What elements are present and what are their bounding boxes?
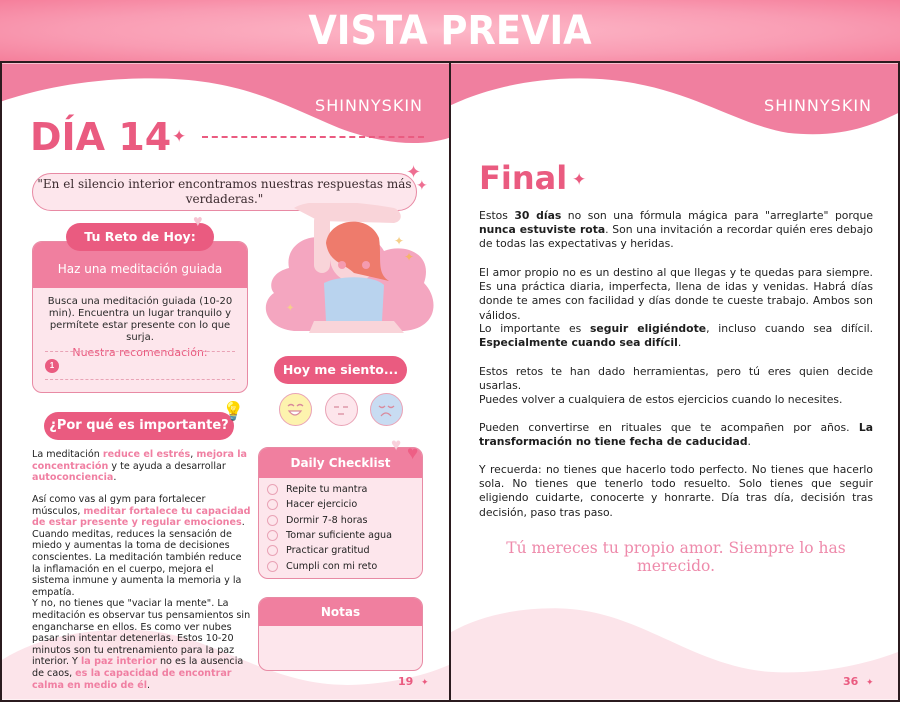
paragraph-4: Estos retos te han dado herramientas, pero tú eres quien decide usarlas. [479,365,873,393]
checklist-item[interactable]: Dormir 7-8 horas [259,513,422,528]
svg-text:✦: ✦ [404,250,415,264]
banner-title: VISTA PREVIA [308,7,592,54]
recommendation-number: 1 [45,359,59,373]
day-title: DÍA 14 [30,115,172,159]
challenge-heading: Haz una meditación guiada [33,242,247,288]
svg-text:✦: ✦ [394,234,405,248]
mood-pill: Hoy me siento... [274,356,407,384]
checklist-item[interactable]: Practicar gratitud [259,543,422,558]
lightbulb-icon: 💡 [222,401,245,421]
sparkle-icon: ✦ [406,162,422,182]
footer-wave [451,590,898,700]
svg-text:✦: ✦ [286,303,295,314]
challenge-description: Busca una meditación guiada (10-20 min). Encuentra un lugar tranquilo y permítete estar presente con lo que surja. [47,296,233,343]
dashed-divider [202,136,424,138]
sparkle-icon: ✦ [572,170,587,189]
daily-checklist [258,447,423,579]
heart-icon: ♥ [193,213,203,230]
checklist-title: Daily Checklist [259,448,422,478]
checkbox[interactable] [267,515,278,526]
checkbox[interactable] [267,561,278,572]
meditating-woman-illustration [254,203,444,343]
checklist-item[interactable]: Tomar suficiente agua [259,528,422,543]
paragraph-1: Estos 30 días no son una fórmula mágica para "arreglarte" porque nunca estuviste rota. Son una invitación a recordar quién eres debajo de todas las expectativas y heridas. [479,209,874,251]
page-title: Final [479,159,568,197]
sad-face-icon[interactable] [370,393,403,426]
brand-name: SHINNYSKIN [764,96,872,115]
paragraph-3: Lo importante es seguir eligiéndote, incluso cuando sea difícil. Especialmente cuando sea difícil. [479,322,873,350]
notes-title: Notas [259,598,422,626]
brand-name: SHINNYSKIN [315,96,423,115]
why-paragraph-1: La meditación reduce el estrés, mejora la concentración y te ayuda a desarrollar autoconciencia. [32,449,248,484]
paragraph-6: Pueden convertirse en rituales que te acompañen por años. La transformación no tiene fecha de caducidad. [479,421,873,449]
page-number: 36 ✦ [843,675,874,688]
checkbox[interactable] [267,499,278,510]
page-day-14 [0,61,451,702]
dashed-line [45,351,235,352]
checklist-item[interactable]: Hacer ejercicio [259,497,422,512]
challenge-pill: Tu Reto de Hoy: [66,223,214,251]
heart-icon: ♥ [407,443,419,464]
paragraph-7: Y recuerda: no tienes que hacerlo todo perfecto. No tienes que hacerlo sola. No tienes que tenerlo todo resuelto. Solo tienes que seguir eligiendo cuidarte, conocerte y honrarte. Día tras día, decisión tras decisión, paso tras paso. [479,463,873,519]
recommendation-label: Nuestra recomendación: [72,346,208,359]
happy-face-icon[interactable] [279,393,312,426]
page-number: 19 ✦ [398,675,429,688]
notes-card[interactable] [258,597,423,671]
checkbox[interactable] [267,484,278,495]
neutral-face-icon[interactable] [325,393,358,426]
checkbox[interactable] [267,545,278,556]
why-paragraph-2: Así como vas al gym para fortalecer músculos, meditar fortalece tu capacidad de estar presente y regular emociones. Cuando meditas, reduces la sensación de miedo y aumentas la toma de decisiones conscientes. La meditación también reduce la inflamación en el cuerpo, mejora el sistema inmune y aumenta la memoria y la empatía. Y no, no tienes que "vaciar la mente". La meditación es observar tus pensamientos sin engancharse en ellos. Es como ver nubes pasar sin intentar detenerlas. Estos 10-20 minutos son tu entrenamiento para la paz interior. Y la paz interior no es la ausencia de caos, es la capacidad de encontrar calma en medio de él. [32,494,251,691]
checklist-item[interactable]: Cumpli con mi reto [259,558,422,573]
checkbox[interactable] [267,530,278,541]
dashed-line [45,379,235,380]
challenge-card [32,241,248,393]
page-final [449,61,900,702]
checklist-item[interactable]: Repite tu mantra [259,482,422,497]
sparkle-icon: ✦ [416,177,428,193]
why-important-pill: ¿Por qué es importante? [44,412,234,440]
paragraph-5: Puedes volver a cualquiera de estos ejercicios cuando lo necesites. [479,393,843,406]
sparkle-icon: ✦ [172,127,187,146]
paragraph-2: El amor propio no es un destino al que llegas y te quedas para siempre. Es una práctica diaria, imperfecta, llena de idas y venidas. Habrá días donde te ames con facilidad y días donde te cueste trabajo. Ambos son válidos. [479,266,873,322]
preview-banner [0,0,900,61]
heart-icon: ♥ [391,435,402,454]
quote-text: "En el silencio interior encontramos nuestras respuestas más verdaderas." [37,177,412,206]
closing-quote: Tú mereces tu propio amor. Siempre lo has merecido. [506,539,846,575]
